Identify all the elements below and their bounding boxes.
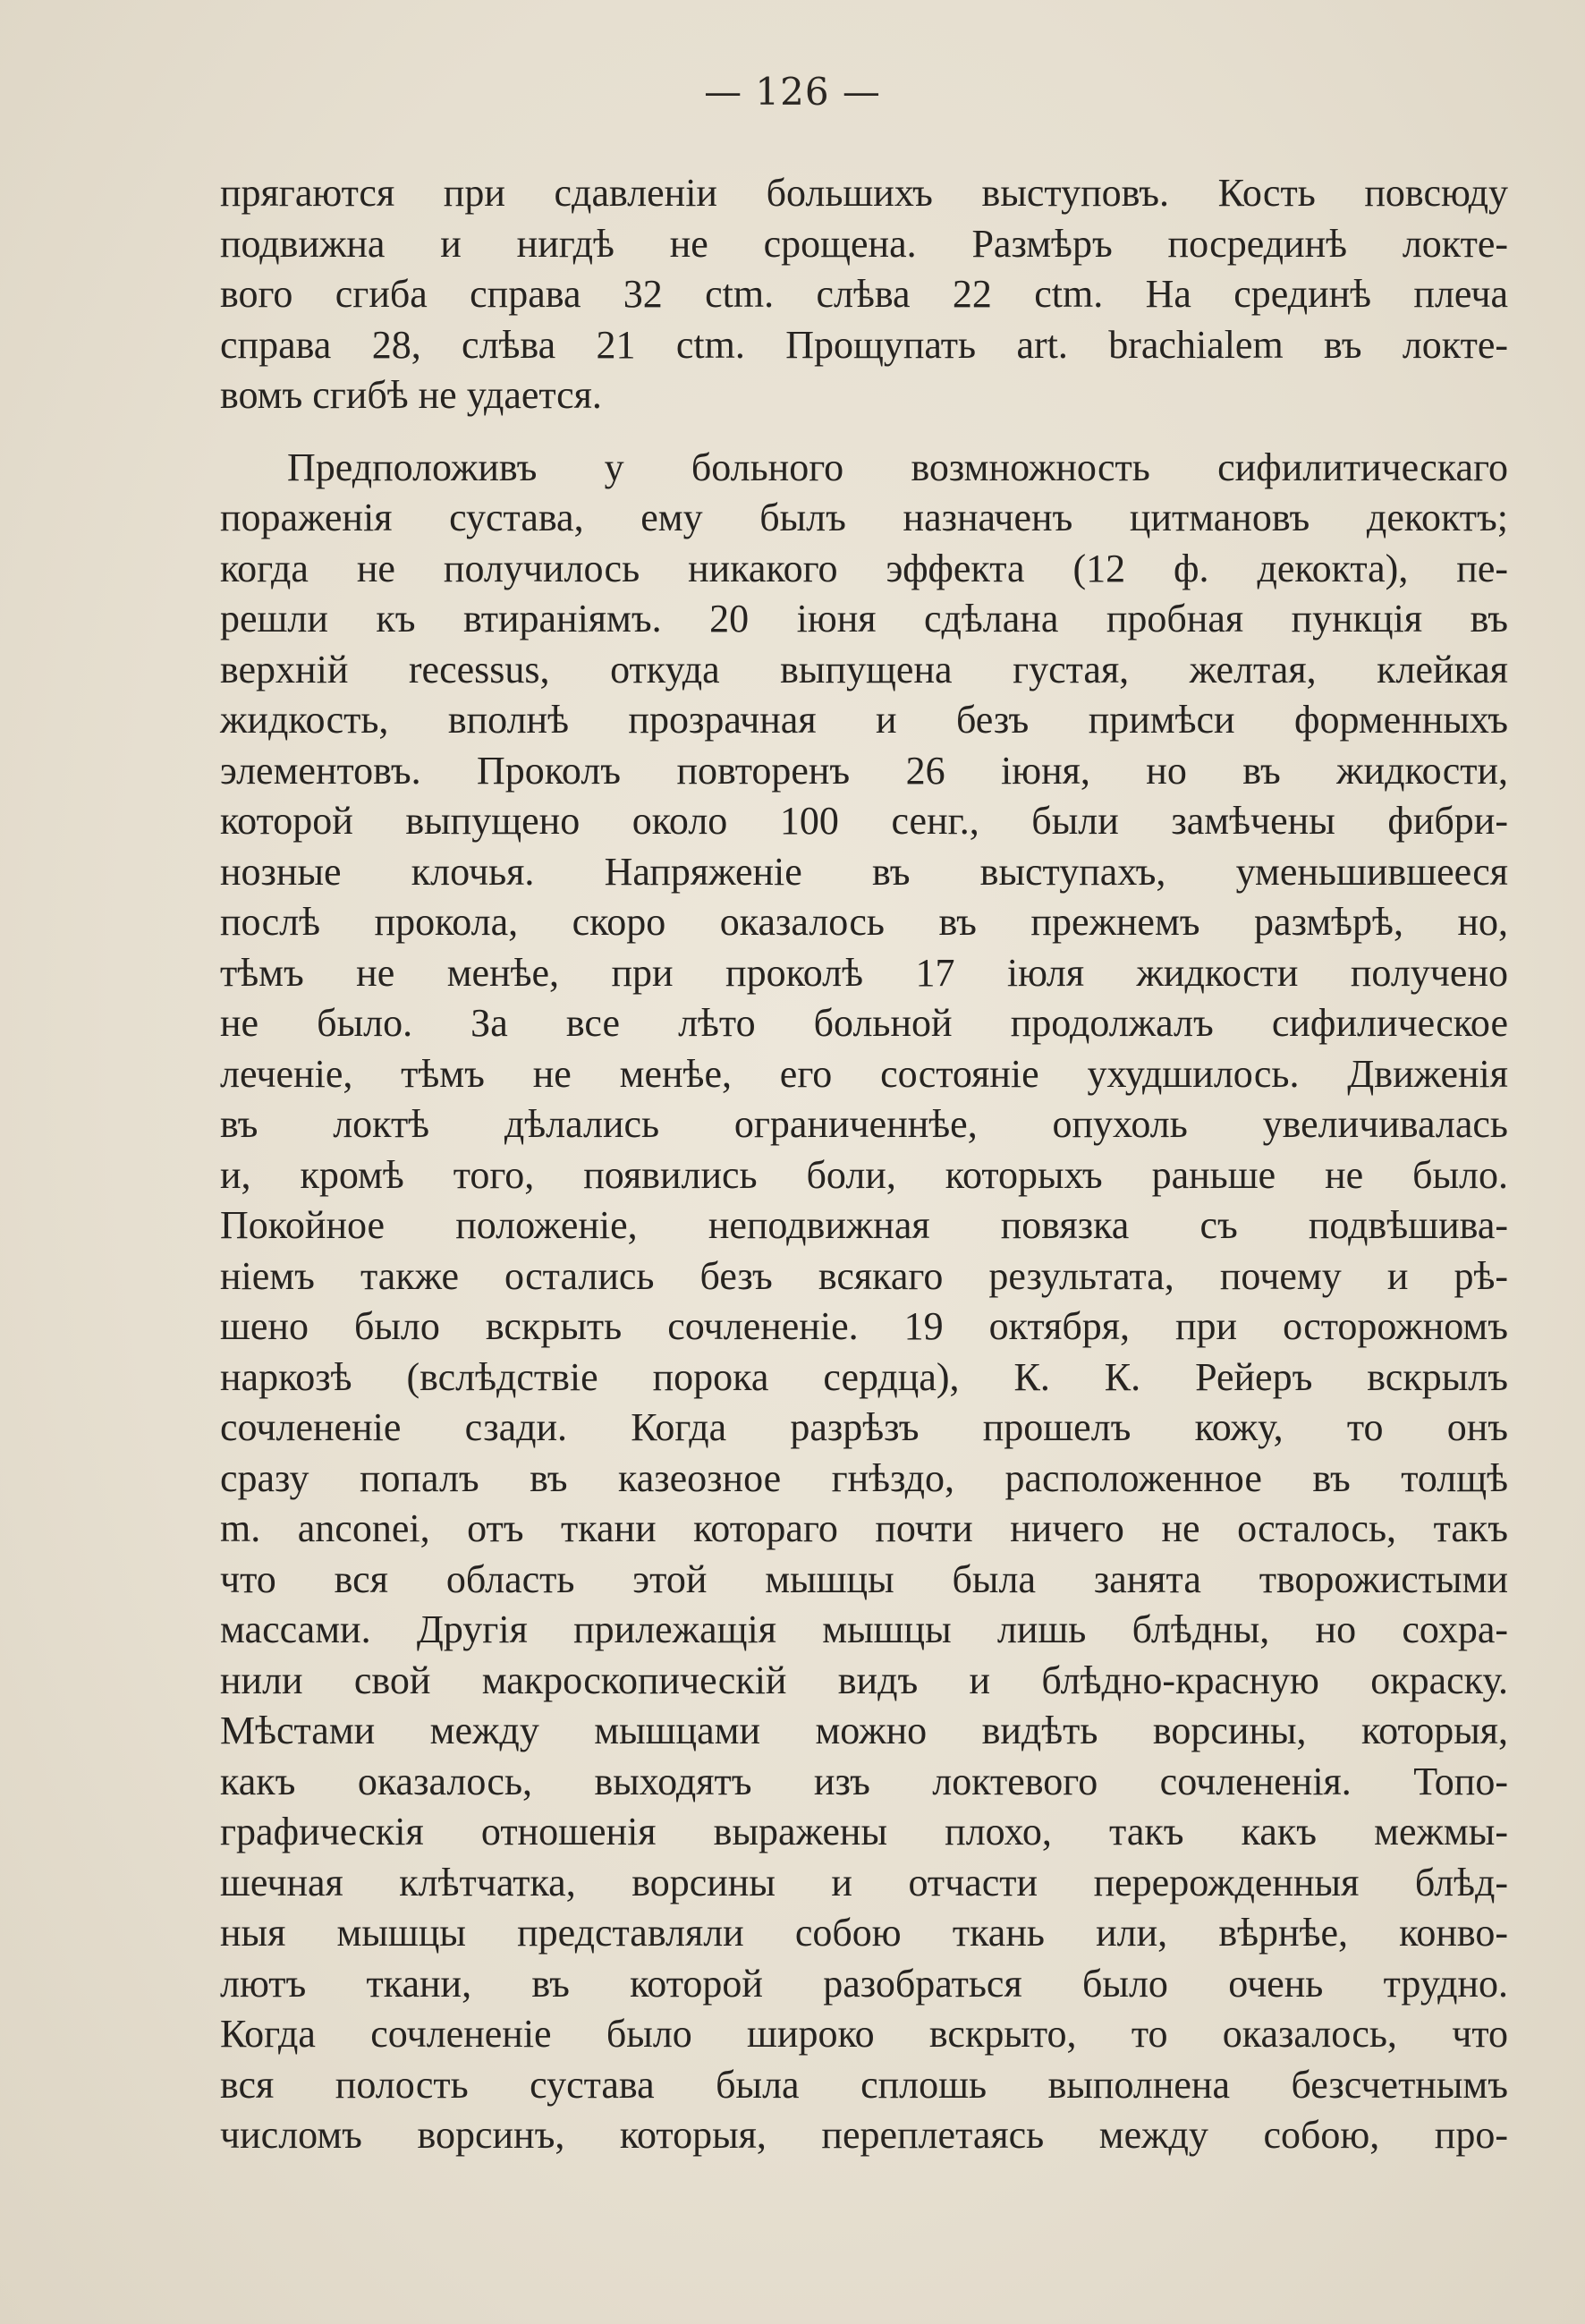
text-line: ныя мышцы представляли собою ткань или, вѣрнѣе, конво-: [220, 1911, 1508, 1955]
page-number: — 126 —: [704, 70, 881, 114]
text-line: шено было вскрыть сочлененіе. 19 октября, при осторожномъ: [220, 1304, 1508, 1348]
text-line: прягаются при сдавленіи большихъ выступовъ. Кость повсюду: [220, 171, 1508, 215]
text-line: Мѣстами между мышцами можно видѣть ворсины, которыя,: [220, 1709, 1508, 1752]
text-line: жидкость, вполнѣ прозрачная и безъ примѣси форменныхъ: [220, 698, 1508, 742]
text-line: шечная клѣтчатка, ворсины и отчасти перерожденныя блѣд-: [220, 1860, 1508, 1904]
text-line: ніемъ также остались безъ всякаго результата, почему и рѣ-: [220, 1253, 1508, 1298]
text-line: нозные клочья. Напряженіе въ выступахъ, уменьшившееся: [220, 849, 1508, 894]
text-line: которой выпущено около 100 сенг., были замѣчены фибри-: [220, 799, 1508, 843]
text-line: числомъ ворсинъ, которыя, переплетаясь между собою, про-: [220, 2113, 1508, 2157]
body-text: [220, 168, 1508, 2161]
text-line: вого сгиба справа 32 ctm. слѣва 22 ctm. На срединѣ плеча: [220, 272, 1508, 316]
text-line: и, кромѣ того, появились боли, которыхъ раньше не было.: [220, 1152, 1508, 1197]
text-line: Когда сочлененіе было широко вскрыто, то оказалось, что: [220, 2012, 1508, 2056]
text-line: решли къ втираніямъ. 20 іюня сдѣлана пробная пункція въ: [220, 597, 1508, 640]
text-line: тѣмъ не менѣе, при проколѣ 17 іюля жидкости получено: [220, 950, 1508, 995]
text-line: верхній recessus, откуда выпущена густая, желтая, клейкая: [220, 647, 1508, 691]
text-line: сразу попалъ въ казеозное гнѣздо, расположенное въ толщѣ: [220, 1455, 1508, 1500]
text-line: вся полость сустава была сплошь выполнена безсчетнымъ: [220, 2062, 1508, 2107]
text-line: наркозѣ (вслѣдствіе порока сердца), К. К. Рейеръ вскрылъ: [220, 1354, 1508, 1399]
text-line: справа 28, слѣва 21 ctm. Прощупать art. brachialem въ локте-: [220, 322, 1508, 367]
text-line: послѣ прокола, скоро оказалось въ прежнемъ размѣрѣ, но,: [220, 900, 1508, 944]
text-line: Предположивъ у больного возмножность сифилитическаго: [287, 445, 1508, 489]
text-line: что вся область этой мышцы была занята творожистыми: [220, 1556, 1508, 1601]
text-line: леченіе, тѣмъ не менѣе, его состояніе ухудшилось. Движенія: [220, 1051, 1508, 1096]
text-line: когда не получилось никакого эффекта (12 ф. декокта), пе-: [220, 546, 1508, 590]
text-line: какъ оказалось, выходятъ изъ локтевого сочлененія. Топо-: [220, 1759, 1508, 1803]
text-line: m. anconei, отъ ткани котораго почти ничего не осталось, такъ: [220, 1506, 1508, 1550]
text-line: пораженія сустава, ему былъ назначенъ цитмановъ декоктъ;: [220, 496, 1508, 539]
text-line: сочлененіе сзади. Когда разрѣзъ прошелъ кожу, то онъ: [220, 1405, 1508, 1449]
text-line: вомъ сгибѣ не удается.: [220, 373, 602, 417]
text-line: не было. За все лѣто больной продолжалъ сифилическое: [220, 1001, 1508, 1045]
paragraph-gap: [220, 421, 1508, 443]
text-line: въ локтѣ дѣлались ограниченнѣе, опухоль увеличивалась: [220, 1102, 1508, 1146]
paragraph: [220, 168, 1508, 421]
paragraph: [220, 443, 1508, 2161]
text-line: лютъ ткани, въ которой разобраться было очень трудно.: [220, 1961, 1508, 2006]
text-line: массами. Другія прилежащія мышцы лишь блѣдны, но сохра-: [220, 1607, 1508, 1651]
text-line: элементовъ. Проколъ повторенъ 26 іюня, но въ жидкости,: [220, 748, 1508, 793]
text-line: Покойное положеніе, неподвижная повязка съ подвѣшива-: [220, 1203, 1508, 1247]
text-line: нили свой макроскопическій видъ и блѣдно-красную окраску.: [220, 1658, 1508, 1702]
text-line: графическія отношенія выражены плохо, такъ какъ межмы-: [220, 1810, 1508, 1853]
text-line: подвижна и нигдѣ не срощена. Размѣръ посрединѣ локте-: [220, 221, 1508, 266]
